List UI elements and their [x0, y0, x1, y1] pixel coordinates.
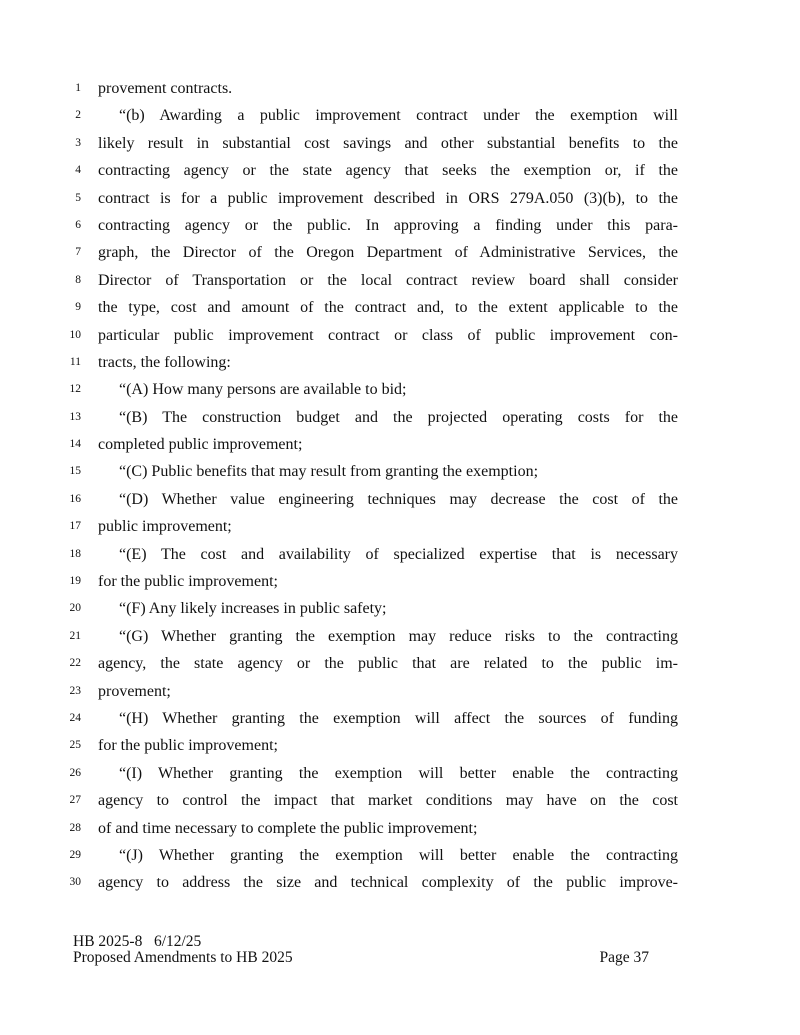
line-number: 18 [69, 547, 81, 560]
line-number: 8 [75, 273, 81, 286]
footer-line [73, 950, 649, 966]
line-text: for the public improvement; [98, 737, 278, 755]
document-line [0, 869, 800, 896]
line-number: 12 [69, 383, 81, 396]
line-text: agency, the state agency or the public that are related to the public im- [98, 655, 678, 673]
line-text: completed public improvement; [98, 436, 303, 454]
line-number: 1 [75, 82, 81, 94]
line-text: “(G) Whether granting the exemption may reduce risks to the contracting [119, 627, 678, 645]
line-text: particular public improvement contract or class of public improvement con- [98, 326, 678, 344]
document-line [0, 239, 800, 266]
line-text: likely result in substantial cost savings and other substantial benefits to the [98, 134, 678, 152]
document-line [0, 404, 800, 431]
document-line [0, 787, 800, 814]
line-text: “(J) Whether granting the exemption will better enable the contracting [119, 846, 678, 864]
line-number: 3 [75, 136, 81, 149]
line-number: 4 [75, 164, 81, 177]
line-number: 6 [75, 218, 81, 231]
line-number: 22 [69, 657, 81, 670]
line-text: “(B) The construction budget and the projected operating costs for the [119, 408, 678, 426]
line-text: “(A) How many persons are available to bid; [119, 381, 407, 399]
line-text: provement; [98, 682, 171, 700]
document-line [0, 102, 800, 129]
line-number: 16 [69, 492, 81, 505]
line-number: 5 [75, 191, 81, 204]
document-line [0, 650, 800, 677]
line-text: graph, the Director of the Oregon Department of Administrative Services, the [98, 244, 678, 262]
document-line [0, 157, 800, 184]
document-line [0, 595, 800, 622]
line-number: 9 [75, 301, 81, 314]
line-number: 21 [69, 629, 81, 642]
document-line [0, 75, 800, 102]
document-line [0, 322, 800, 349]
document-line [0, 431, 800, 458]
document-line [0, 541, 800, 568]
document-line [0, 678, 800, 705]
line-number: 25 [69, 739, 81, 752]
line-number: 30 [69, 876, 81, 889]
line-number: 14 [69, 438, 81, 451]
document-line [0, 349, 800, 376]
line-number: 24 [69, 711, 81, 724]
line-text: “(I) Whether granting the exemption will better enable the contracting [119, 764, 678, 782]
line-number: 19 [69, 575, 81, 588]
document-line [0, 568, 800, 595]
line-text: of and time necessary to complete the public improvement; [98, 819, 478, 837]
line-number: 2 [75, 109, 81, 122]
document-line [0, 486, 800, 513]
line-text: “(C) Public benefits that may result from granting the exemption; [119, 463, 539, 481]
line-text: the type, cost and amount of the contract and, to the extent applicable to the [98, 299, 678, 317]
footer-bill-version: HB 2025-8 6/12/25 [73, 933, 202, 950]
document-line [0, 376, 800, 403]
document-line [0, 294, 800, 321]
line-text: “(H) Whether granting the exemption will affect the sources of funding [119, 709, 678, 727]
document-line [0, 760, 800, 787]
page-number: Page 37 [599, 949, 649, 966]
line-number: 17 [69, 520, 81, 533]
line-text: contract is for a public improvement described in ORS 279A.050 (3)(b), to the [98, 189, 678, 207]
line-text: contracting agency or the state agency that seeks the exemption or, if the [98, 162, 678, 180]
document-line [0, 732, 800, 759]
line-number: 26 [69, 766, 81, 779]
line-text: provement contracts. [98, 80, 233, 97]
line-text: “(D) Whether value engineering techniques may decrease the cost of the [119, 490, 678, 508]
document-line [0, 815, 800, 842]
line-number: 28 [69, 821, 81, 834]
document-line [0, 842, 800, 869]
line-text: “(F) Any likely increases in public safety; [119, 600, 387, 618]
line-number: 11 [69, 355, 81, 368]
document-line [0, 623, 800, 650]
line-number: 23 [69, 684, 81, 697]
document-line [0, 185, 800, 212]
line-text: contracting agency or the public. In approving a finding under this para- [98, 216, 678, 234]
document-line [0, 458, 800, 485]
document-line [0, 267, 800, 294]
line-text: tracts, the following: [98, 353, 231, 371]
line-number: 20 [69, 602, 81, 615]
line-text: “(b) Awarding a public improvement contract under the exemption will [119, 107, 678, 125]
line-number: 13 [69, 410, 81, 423]
line-number: 10 [69, 328, 81, 341]
line-text: Director of Transportation or the local contract review board shall consider [98, 271, 678, 289]
footer-title: Proposed Amendments to HB 2025 [73, 949, 293, 966]
line-number: 27 [69, 794, 81, 807]
line-text: agency to control the impact that market conditions may have on the cost [98, 792, 678, 810]
line-text: agency to address the size and technical complexity of the public improve- [98, 874, 678, 892]
document-line [0, 513, 800, 540]
line-number: 7 [75, 246, 81, 259]
line-text: “(E) The cost and availability of specialized expertise that is necessary [119, 545, 678, 563]
line-text: for the public improvement; [98, 573, 278, 591]
document-body [0, 75, 800, 897]
line-number: 29 [69, 848, 81, 861]
document-line [0, 212, 800, 239]
line-text: public improvement; [98, 518, 232, 536]
document-line [0, 705, 800, 732]
line-number: 15 [69, 465, 81, 478]
document-line [0, 130, 800, 157]
